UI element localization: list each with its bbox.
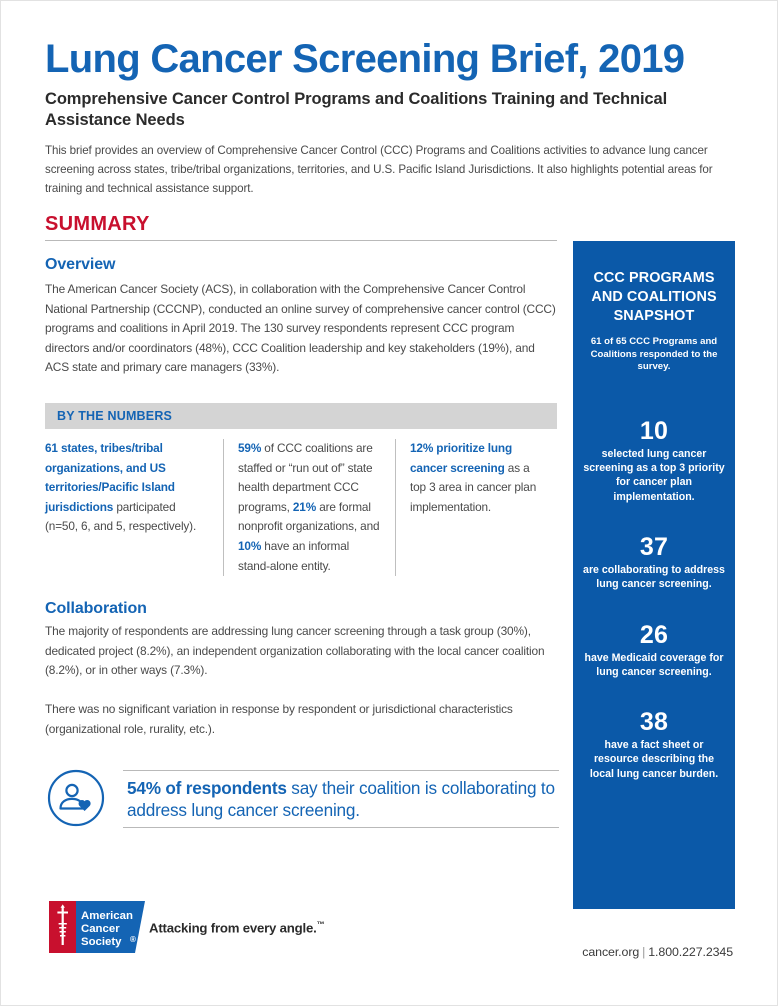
person-heart-icon: [47, 769, 105, 827]
snapshot-sidebar: [573, 241, 735, 909]
stat-lead-1: 61 states, tribes/tribal organizations, and US territories/Pacific Island jurisdictions: [45, 441, 175, 514]
stat-lead-3: 12% prioritize lung cancer screening: [410, 441, 513, 475]
by-the-numbers-column-2: [223, 439, 395, 576]
by-the-numbers-column-3: [395, 439, 557, 576]
sidebar-stat-desc-3: have Medicaid coverage for lung cancer screening.: [584, 651, 724, 678]
by-the-numbers-band: [45, 403, 557, 429]
american-cancer-society-logo: [49, 901, 154, 953]
by-the-numbers-column-1: [45, 439, 223, 576]
sidebar-stat-2: [583, 534, 725, 592]
svg-text:Cancer: Cancer: [81, 923, 120, 935]
svg-text:Society: Society: [81, 936, 122, 948]
collaboration-body: The majority of respondents are addressing lung cancer screening through a task group (30%), dedicated project (8.2%), an independent organization collaborating with the local cancer coalition (8.2%), or in other ways (7.3%).: [45, 624, 545, 678]
sidebar-stat-desc-2: are collaborating to address lung cancer screening.: [583, 563, 725, 591]
svg-text:American: American: [81, 910, 133, 922]
by-the-numbers-columns: [45, 439, 557, 576]
overview-heading: Overview: [45, 256, 116, 273]
sidebar-title: CCC PROGRAMS AND COALITIONS SNAPSHOT: [591, 270, 717, 324]
collaboration-body-secondary: There was no significant variation in response by respondent or jurisdictional characteristics (organizational role, rurality, etc.).: [45, 702, 513, 736]
by-the-numbers-label: BY THE NUMBERS: [57, 409, 173, 423]
sidebar-stat-number-4: 38: [639, 708, 669, 737]
stat-mid-2b: are formal nonprofit organizations, and: [238, 499, 380, 534]
trademark-mark: ™: [316, 920, 325, 929]
callout-bold: 54% of respondents: [127, 778, 287, 798]
intro-paragraph: This brief provides an overview of Comprehensive Cancer Control (CCC) Programs and Coalitions activities to advance lung cancer screening across states, tribe/tribal organizations, territories, and U.S. Pacific Island Jurisdictions. It also highlights potential areas for training and technical assistance support.: [45, 144, 713, 195]
sidebar-stat-3: [583, 622, 725, 680]
sidebar-stat-4: [583, 709, 725, 781]
footer-website[interactable]: cancer.org: [582, 945, 640, 959]
sidebar-stat-number-2: 37: [639, 532, 669, 561]
summary-divider: [45, 240, 557, 241]
callout-rest: say their coalition is collaborating to address lung cancer screening.: [127, 778, 555, 820]
stat-lead-2a: 59%: [238, 441, 262, 455]
footer-tagline: [149, 920, 324, 935]
stat-rest-1: participated (n=50, 6, and 5, respectively).: [45, 499, 197, 534]
stat-rest-2: have an informal stand-alone entity.: [238, 538, 350, 573]
page-title: Lung Cancer Screening Brief, 2019: [45, 37, 685, 81]
footer-phone[interactable]: 1.800.227.2345: [648, 945, 733, 959]
svg-text:®: ®: [130, 935, 136, 944]
sidebar-stat-number-1: 10: [639, 416, 669, 445]
footer-separator: |: [642, 945, 646, 959]
stat-lead-2b: 21%: [292, 499, 317, 514]
footer-contact: [582, 945, 733, 959]
callout-text-box: [123, 770, 559, 828]
sidebar-stat-desc-1: selected lung cancer screening as a top 3 priority for cancer plan implementation.: [583, 447, 725, 503]
stat-mid-2a: of CCC coalitions are staffed or “run out of” state health department CCC programs,: [238, 441, 373, 514]
sidebar-stat-desc-4: have a fact sheet or resource describing the local lung cancer burden.: [589, 739, 719, 780]
collaboration-heading: Collaboration: [45, 600, 147, 617]
stat-lead-2c: 10%: [238, 538, 262, 553]
tagline-text: Attacking from every angle.: [149, 920, 317, 936]
callout-text: [123, 777, 559, 821]
summary-heading: SUMMARY: [45, 213, 150, 235]
page-subtitle: Comprehensive Cancer Control Programs and Coalitions Training and Technical Assistance Needs: [45, 90, 668, 129]
overview-body: The American Cancer Society (ACS), in collaboration with the Comprehensive Cancer Control National Partnership (CCCNP), conducted an online survey of comprehensive cancer control (CCC) programs and coalitions in April 2019. The 130 survey respondents represent CCC program directors and/or coordinators (48%), CCC Coalition leadership and key stakeholders (19%), and ACS state and primary care managers (33%).: [45, 282, 556, 375]
stat-rest-3: as a top 3 area in cancer plan implementation.: [410, 460, 537, 514]
callout-block: [47, 767, 559, 833]
sidebar-subtitle: 61 of 65 CCC Programs and Coalitions responded to the survey.: [590, 336, 718, 373]
sidebar-stat-number-3: 26: [639, 620, 669, 649]
sidebar-stat-1: [583, 418, 725, 504]
